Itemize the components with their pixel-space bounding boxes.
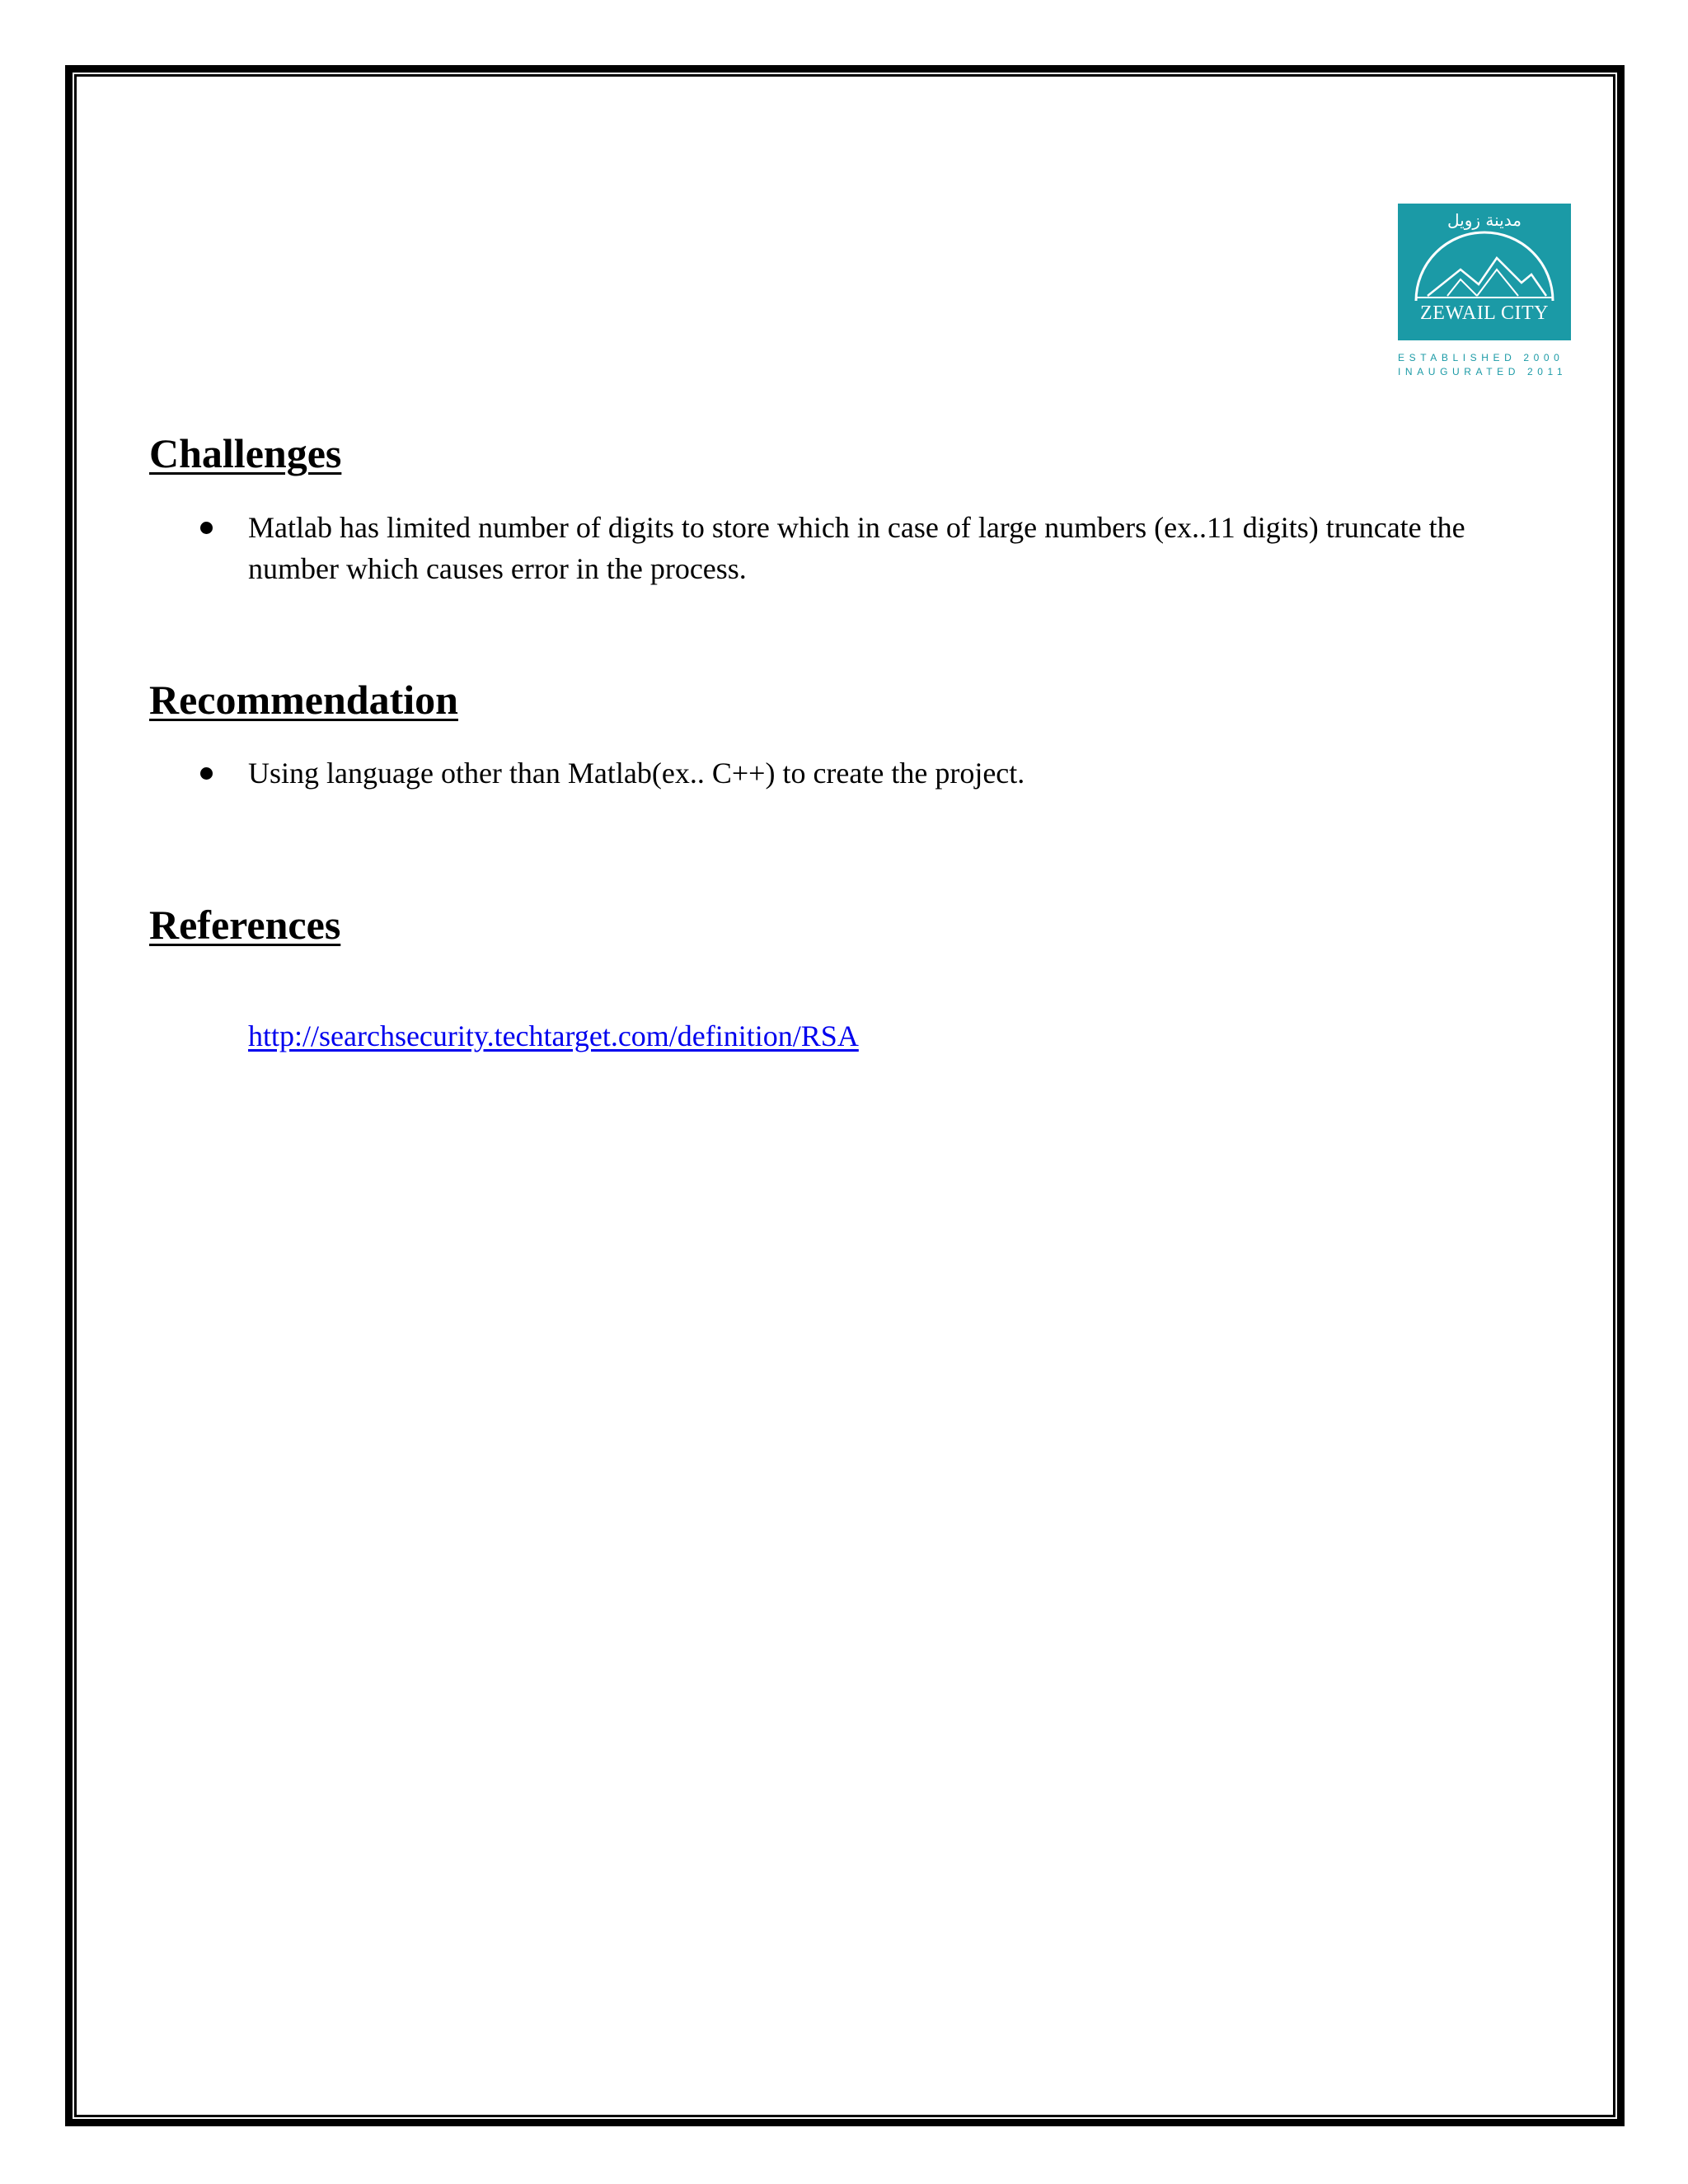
logo-name: ZEWAIL CITY <box>1420 302 1549 324</box>
challenges-list <box>149 507 1550 589</box>
references-heading: References <box>149 902 341 948</box>
bullet-icon <box>200 522 213 534</box>
list-item <box>149 752 1550 794</box>
logo-arabic-text: مدينة زويل <box>1447 210 1522 230</box>
logo-emblem <box>1398 204 1571 340</box>
recommendation-heading: Recommendation <box>149 677 458 723</box>
reference-link[interactable]: http://searchsecurity.techtarget.com/definition/RSA <box>248 1019 859 1052</box>
bullet-icon <box>200 767 213 780</box>
recommendation-list <box>149 752 1550 794</box>
logo-tagline-established: ESTABLISHED 2000 <box>1398 352 1564 363</box>
list-item-text: Using language other than Matlab(ex.. C++) to create the project. <box>248 757 1025 790</box>
list-item-text: Matlab has limited number of digits to store which in case of large numbers (ex..11 digits) truncate the number which causes error in the process. <box>248 511 1465 585</box>
challenges-heading: Challenges <box>149 430 342 476</box>
list-item <box>149 507 1550 589</box>
zewail-city-logo <box>1398 204 1571 379</box>
logo-tagline <box>1398 351 1571 379</box>
logo-tagline-inaugurated: INAUGURATED 2011 <box>1398 366 1568 377</box>
page-border-inner <box>74 74 1615 2117</box>
